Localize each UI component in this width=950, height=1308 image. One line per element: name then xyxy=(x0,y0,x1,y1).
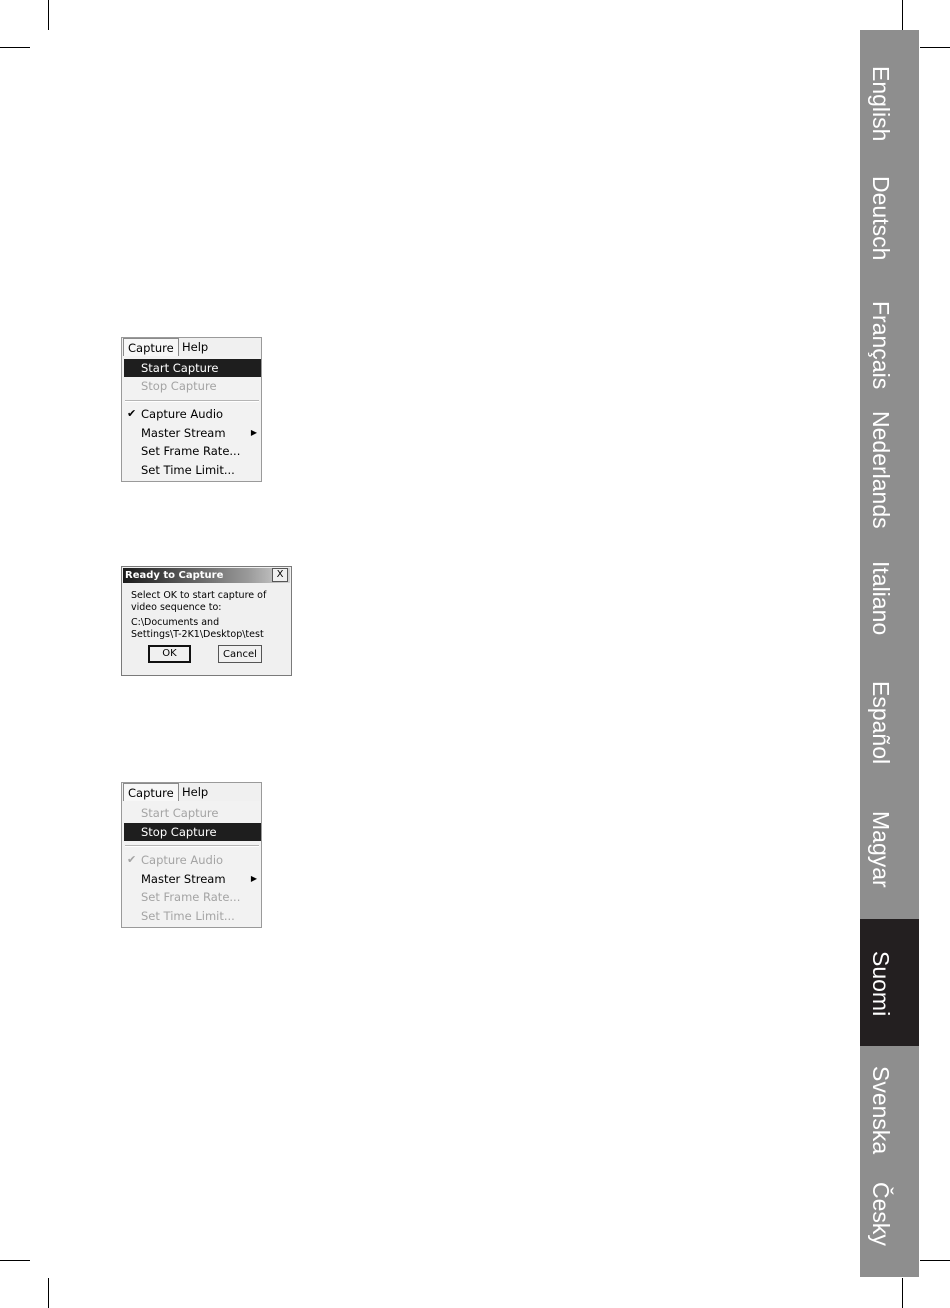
language-tab-italiano xyxy=(860,555,919,675)
language-tab-espanol xyxy=(860,675,919,805)
language-tabs xyxy=(860,30,919,1277)
menu-item-stop-capture[interactable] xyxy=(124,823,261,841)
language-label: Italiano xyxy=(868,561,894,636)
capture-menu-screenshot-2 xyxy=(121,782,262,928)
language-label: Español xyxy=(868,681,894,765)
close-icon[interactable]: X xyxy=(272,568,288,582)
menu-capture[interactable]: Capture xyxy=(123,783,179,801)
crop-mark xyxy=(48,1278,49,1308)
language-tab-nederlands xyxy=(860,405,919,555)
menu-bar xyxy=(122,783,261,801)
check-icon: ✔ xyxy=(127,407,137,420)
submenu-arrow-icon: ▶ xyxy=(250,428,257,437)
language-label: Magyar xyxy=(868,811,894,888)
cancel-button[interactable]: Cancel xyxy=(218,645,262,663)
menu-item-label: Stop Capture xyxy=(141,825,217,839)
dialog-message-line: video sequence to: xyxy=(131,602,222,613)
language-tab-deutsch xyxy=(860,170,919,295)
menu-separator xyxy=(125,845,259,847)
language-tab-francais xyxy=(860,295,919,405)
language-label: Česky xyxy=(868,1182,894,1246)
dialog-message-line: Select OK to start capture of xyxy=(131,590,267,601)
submenu-arrow-icon: ▶ xyxy=(250,874,257,883)
crop-mark xyxy=(920,1260,950,1261)
menu-item-label: Set Time Limit... xyxy=(141,463,235,477)
dialog-title: Ready to Capture xyxy=(123,568,290,583)
menu-item-set-time-limit[interactable] xyxy=(124,461,261,479)
menu-help[interactable]: Help xyxy=(182,340,209,354)
check-icon: ✔ xyxy=(127,853,137,866)
menu-bar xyxy=(122,338,261,356)
crop-mark xyxy=(48,0,49,30)
language-tab-suomi xyxy=(860,919,919,1046)
menu-item-set-frame-rate xyxy=(124,888,261,906)
language-tab-magyar xyxy=(860,805,919,919)
menu-item-label: Capture Audio xyxy=(141,407,224,421)
language-tab-svenska xyxy=(860,1046,919,1166)
menu-item-label: Set Frame Rate... xyxy=(141,444,241,458)
menu-item-label: Stop Capture xyxy=(141,379,217,393)
language-label: English xyxy=(868,66,894,142)
dialog-path-line: Settings\T-2K1\Desktop\test xyxy=(131,629,264,640)
menu-item-stop-capture xyxy=(124,377,261,395)
menu-item-label: Start Capture xyxy=(141,806,219,820)
capture-menu-screenshot-1 xyxy=(121,337,262,482)
crop-mark xyxy=(0,47,30,48)
crop-mark xyxy=(902,1278,903,1308)
language-label: Nederlands xyxy=(868,411,894,529)
menu-item-set-time-limit xyxy=(124,907,261,925)
ok-button[interactable]: OK xyxy=(148,645,191,663)
menu-item-label: Start Capture xyxy=(141,361,219,375)
menu-item-label: Set Time Limit... xyxy=(141,909,235,923)
crop-mark xyxy=(902,0,903,30)
crop-mark xyxy=(920,47,950,48)
language-tab-english xyxy=(860,60,919,170)
menu-item-label: Capture Audio xyxy=(141,853,224,867)
menu-item-capture-audio[interactable] xyxy=(124,405,261,423)
menu-help[interactable]: Help xyxy=(182,785,209,799)
ready-to-capture-dialog xyxy=(121,566,292,676)
language-label: Français xyxy=(868,301,894,390)
menu-item-start-capture[interactable] xyxy=(124,359,261,377)
menu-capture[interactable]: Capture xyxy=(123,338,179,356)
menu-separator xyxy=(125,400,259,402)
menu-item-set-frame-rate[interactable] xyxy=(124,442,261,460)
menu-item-capture-audio xyxy=(124,851,261,869)
dialog-path-line: C:\Documents and xyxy=(131,617,220,628)
menu-item-master-stream[interactable] xyxy=(124,424,261,442)
crop-mark xyxy=(0,1260,30,1261)
menu-item-label: Master Stream xyxy=(141,872,226,886)
menu-item-master-stream[interactable] xyxy=(124,870,261,888)
language-label: Svenska xyxy=(868,1066,894,1155)
language-label: Suomi xyxy=(868,951,894,1017)
language-tab-cesky xyxy=(860,1166,919,1277)
menu-item-label: Set Frame Rate... xyxy=(141,890,241,904)
language-label: Deutsch xyxy=(868,176,894,261)
menu-item-start-capture xyxy=(124,804,261,822)
menu-item-label: Master Stream xyxy=(141,426,226,440)
